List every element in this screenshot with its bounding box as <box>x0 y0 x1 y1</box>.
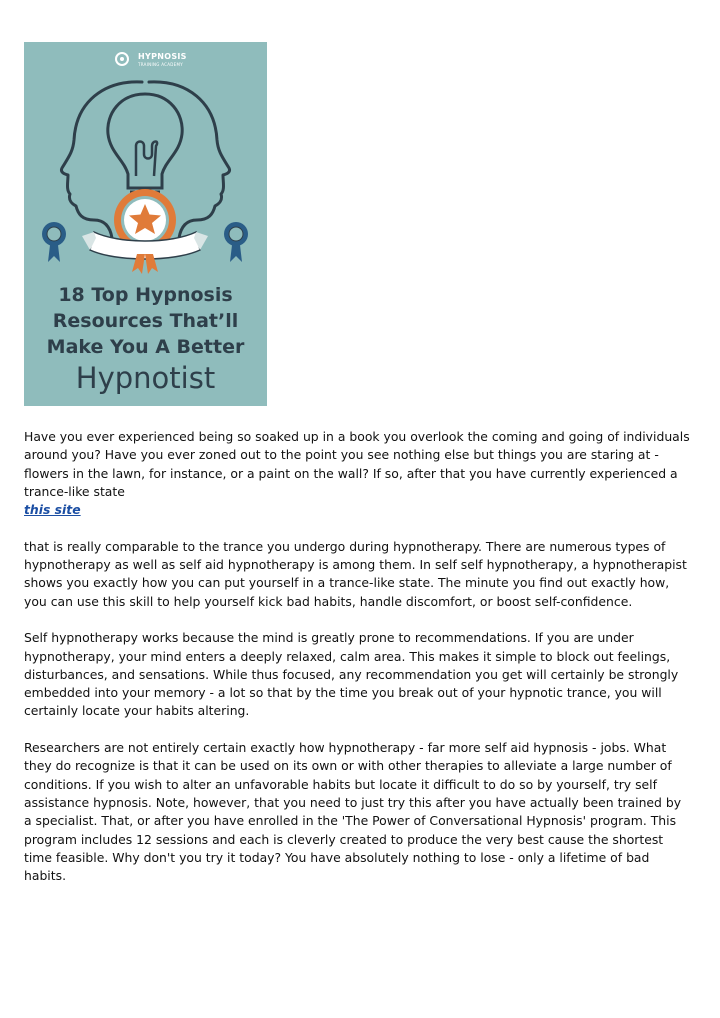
paragraph-2: that is really comparable to the trance you undergo during hypnotherapy. There are numerous types of hypnotherapy as well as self aid hypnotherapy is among them. In self self hypnotherapy, a hypnotherapist shows you exactly how you can put yourself in a trance-like state. The minute you find out exactly how, you can use this skill to help yourself kick bad habits, handle discomfort, or boost self-confidence. <box>24 538 687 609</box>
this-site-link[interactable]: this site <box>24 502 81 518</box>
cover-image <box>24 42 267 406</box>
paragraph-4: Researchers are not entirely certain exactly how hypnotherapy - far more self aid hypnosis - jobs. What they do recognize is that it can be used on its own or with other therapies to alleviate a large number of conditions. If you wish to alter an unfavorable habits but locate it difficult to do so by yourself, try self assistance hypnosis. Note, however, that you need to just try this after you have actually been trained by a specialist. That, or after you have enrolled in the 'The Power of Conversational Hypnosis' program. This program includes 12 sessions and each is cleverly created to produce the very best cause the shortest time feasible. Why don't you try it today? You have absolutely nothing to lose - only a lifetime of bad habits. <box>24 740 682 884</box>
article-body <box>24 428 692 904</box>
brand-name: HYPNOSIS <box>138 52 187 61</box>
brand-logo <box>122 52 242 72</box>
brand-subtitle: TRAINING ACADEMY <box>138 62 184 67</box>
paragraph-3: Self hypnotherapy works because the mind is greatly prone to recommendations. If you are under hypnotherapy, your mind enters a deeply relaxed, calm area. This makes it simple to block out feelings, disturbances, and sensations. While thus focused, any recommendation you get will certainly be strongly embedded into your memory - a lot so that by the time you break out of your hypnotic trance, you will certainly locate your habits altering. <box>24 630 679 719</box>
left-medal-icon <box>42 222 66 262</box>
right-medal-icon <box>224 222 248 262</box>
cover-title-line-4: Hypnotist <box>75 361 216 395</box>
cover-title-line-2: Resources That’ll <box>52 310 239 332</box>
cover-title-line-1: 18 Top Hypnosis <box>58 284 233 306</box>
cover-title <box>24 282 267 396</box>
cover-title-line-3: Make You A Better <box>46 336 245 358</box>
paragraph-1 <box>24 428 692 519</box>
paragraph-1-text: Have you ever experienced being so soaked up in a book you overlook the coming and going of individuals around you? Have you ever zoned out to the point you see nothing else but things you are staring at - flowers in the lawn, for instance, or a paint on the wall? If so, after that you have currently experienced a trance-like state <box>24 429 690 499</box>
lightbulb-icon <box>108 94 182 204</box>
